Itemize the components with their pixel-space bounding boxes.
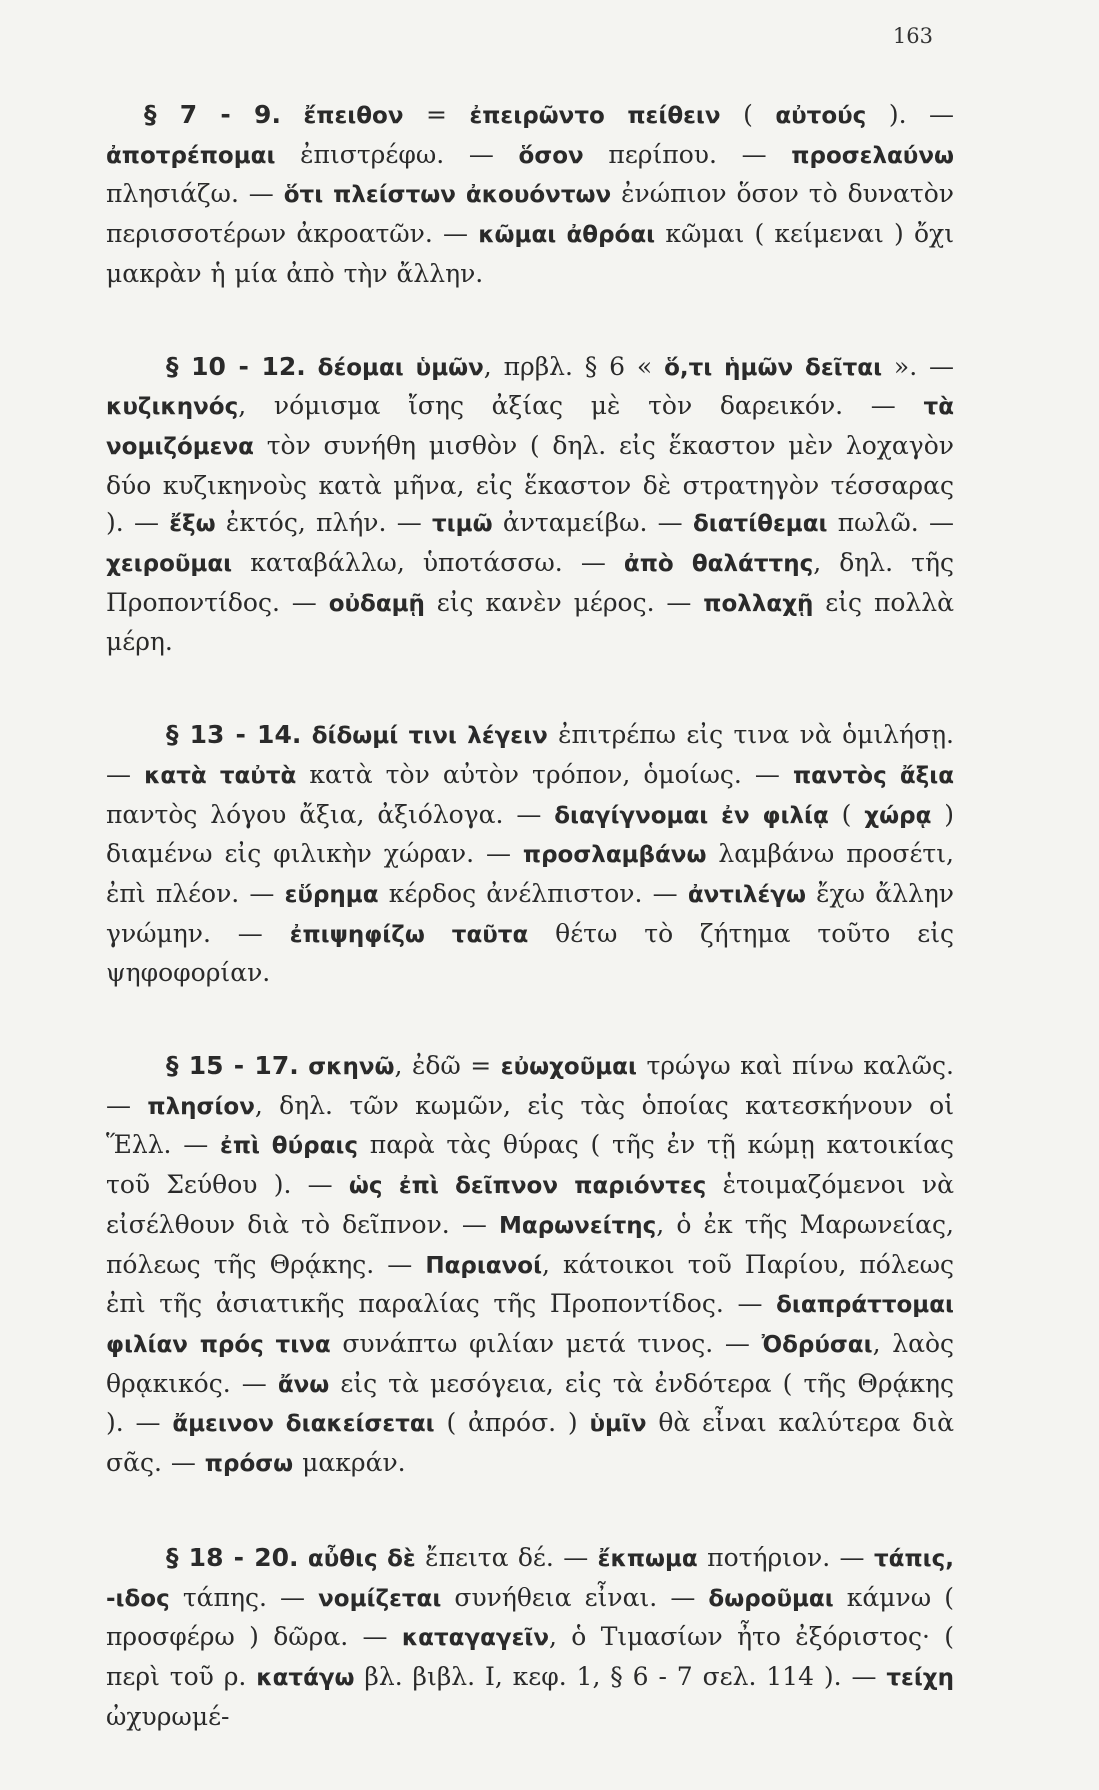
headword: δίδωμί τινι λέγειν [311, 723, 548, 750]
gloss-text: πλησιάζω. — [106, 179, 284, 209]
gloss-text: , κάτοικοι τοῦ Παρίου, πόλεως ἐπὶ τῆς ἀσιατικῆς παραλίας τῆς Προποντίδος. — [106, 1249, 955, 1319]
gloss-text: παρὰ τὰς θύρας ( τῆς ἐν τῇ κώμῃ κατοικίας τοῦ Σεύθου ). — [106, 1130, 954, 1200]
headword: κατὰ ταὐτὰ [144, 762, 297, 789]
gloss-text: ὠχυρωμέ- [106, 1701, 230, 1731]
gloss-text: ( ἀπρόσ. ) [434, 1408, 590, 1438]
headword: κυζικηνός [106, 394, 239, 421]
headword: κῶμαι ἀθρόαι [478, 222, 656, 249]
gloss-text: τὸν συνήθη μισθὸν ( δηλ. εἰς ἕκαστον μὲν λοχαγὸν δύο κυζικηνοὺς κατὰ μῆνα, εἰς ἕκαστον δὲ στρατηγὸν τέσσαρας ). — [106, 430, 954, 538]
headword: ἄνω [277, 1371, 330, 1398]
headword: δέομαι ὑμῶν [317, 354, 484, 381]
headword: παντὸς ἄξια [792, 762, 955, 789]
headword: ἐπιψηφίζω ταῦτα [289, 921, 529, 948]
headword: τιμῶ [432, 511, 493, 538]
headword: ἄμεινον διακείσεται [172, 1411, 435, 1438]
headword: πλησίον [147, 1093, 255, 1120]
section-15-17 [106, 1047, 954, 1484]
headword: Παριανοί [425, 1252, 543, 1279]
headword: ὡς ἐπὶ δεῖπνον παριόντες [348, 1173, 707, 1200]
section-7-9 [106, 96, 954, 293]
gloss-text: ἔχω ἄλλην γνώμην. — [106, 878, 954, 948]
section-text [106, 1051, 954, 1477]
gloss-text: συνάπτω φιλίαν μετά τινος. — [330, 1328, 762, 1358]
headword: νομίζεται [318, 1585, 442, 1612]
gloss-text: κάμνω ( προσφέρω ) δῶρα. — [106, 1582, 954, 1652]
gloss-text: ἐνώπιον ὅσον τὸ δυνατὸν περισσοτέρων ἀκροατῶν. — [106, 179, 955, 249]
gloss-text: πωλῶ. — [827, 508, 955, 538]
section-text [106, 352, 954, 657]
section-label: § 13 - 14. [166, 720, 302, 750]
headword: πρόσω [204, 1451, 294, 1478]
section-18-20 [106, 1539, 954, 1736]
gloss-text: κῶμαι ( κείμεναι ) ὄχι μακρὰν ἡ μία ἀπὸ τὴν ἄλλην. [106, 219, 955, 288]
headword: ὅσον [518, 142, 584, 169]
gloss-text: , δηλ. τῆς Προποντίδος. — [106, 548, 954, 617]
gloss-text: περίπου. — [583, 139, 792, 169]
gloss-text: , ἐδῶ = [394, 1051, 501, 1081]
section-label: § 7 - 9. [144, 100, 281, 129]
section-label: § 18 - 20. [166, 1542, 299, 1572]
headword: χώρᾳ [864, 802, 932, 829]
gloss-text: ἐπιτρέπω εἰς τινα νὰ ὁμιλήσῃ. — [106, 720, 954, 789]
gloss-text: θέτω τὸ ζήτημα τοῦτο εἰς ψηφοφορίαν. [106, 918, 955, 988]
headword: Ὀδρύσαι [761, 1331, 873, 1358]
gloss-text: κέρδος ἀνέλπιστον. — [378, 878, 688, 908]
gloss-text: , λαὸς θρᾳκικός. — [106, 1328, 954, 1398]
headword: διαγίγνομαι ἐν φιλίᾳ [554, 802, 829, 829]
headword: ὅτι πλείστων ἀκουόντων [283, 182, 612, 209]
headword: ἀποτρέπομαι [106, 142, 276, 169]
gloss-text: ἔπειτα δέ. — [415, 1542, 598, 1572]
headword: αὖθις δὲ [307, 1545, 416, 1572]
gloss-text: , δηλ. τῶν κωμῶν, εἰς τὰς ὁποίας κατεσκήνουν οἱ Ἕλλ. — [106, 1090, 954, 1160]
gloss-text: , νόμισμα ἴσης ἀξίας μὲ τὸν δαρεικόν. — [238, 391, 924, 421]
gloss-text: εἰς τὰ μεσόγεια, εἰς τὰ ἐνδότερα ( τῆς Θρᾴκης ). — [106, 1368, 955, 1438]
gloss-text: καταβάλλω, ὑποτάσσω. — [232, 548, 624, 578]
headword: αὐτούς [775, 103, 867, 129]
headword: ἔκπωμα [597, 1545, 698, 1572]
page-number: 163 [892, 24, 933, 48]
headword: ἔπειθον [303, 103, 404, 129]
section-10-12 [106, 348, 954, 662]
headword: διαπράττομαι φιλίαν πρός τινα [106, 1292, 954, 1358]
gloss-text: εἰς κανὲν μέρος. — [424, 587, 704, 617]
headword: τάπις, -ιδος [106, 1545, 954, 1612]
headword: ἐπὶ θύραις [220, 1133, 359, 1160]
gloss-text: ( [828, 799, 865, 829]
headword: ὑμῖν [589, 1411, 647, 1438]
gloss-text: ) διαμένω εἰς φιλικὴν χώραν. — [106, 799, 954, 869]
gloss-text: παντὸς λόγου ἄξια, ἀξιόλογα. — [106, 799, 555, 829]
gloss-text: , πρβλ. § 6 « [483, 351, 665, 381]
headword: εὐωχοῦμαι [500, 1054, 637, 1081]
gloss-text: εἰς πολλὰ μέρη. [106, 587, 954, 657]
gloss-text: κατὰ τὸν αὐτὸν τρόπον, ὁμοίως. — [296, 759, 793, 789]
gloss-text: , ὁ ἐκ τῆς Μαρωνείας, πόλεως τῆς Θρᾴκης. — [106, 1209, 954, 1279]
gloss-text: = [403, 100, 470, 129]
headword: προσελαύνω [791, 142, 954, 169]
section-label: § 10 - 12. [166, 351, 306, 381]
headword: προσλαμβάνω [522, 842, 707, 869]
gloss-text: ». — [882, 351, 954, 381]
gloss-text: ). — [866, 100, 955, 129]
gloss-text: βλ. βιβλ. Ι, κεφ. 1, § 6 - 7 σελ. 114 ). — [354, 1661, 887, 1691]
section-13-14 [106, 716, 954, 992]
gloss-text: λαμβάνω προσέτι, ἐπὶ πλέον. — [106, 839, 954, 908]
headword: πολλαχῇ [703, 590, 814, 617]
headword: εὕρημα [284, 881, 379, 908]
gloss-text: θὰ εἶναι καλύτερα διὰ σᾶς. — [106, 1408, 954, 1478]
gloss-text: συνήθεια εἶναι. — [441, 1582, 709, 1612]
headword: ἐπειρῶντο πείθειν [469, 103, 721, 129]
headword: χειροῦμαι [106, 551, 233, 578]
gloss-text: ἐκτός, πλήν. — [215, 508, 432, 538]
headword: δωροῦμαι [708, 1585, 834, 1612]
headword: ἔξω [169, 511, 216, 538]
headword: ἀπὸ θαλάττης [623, 551, 814, 578]
section-label: § 15 - 17. [166, 1051, 299, 1081]
headword: τὰ νομιζόμενα [106, 394, 954, 460]
headword: σκηνῶ [308, 1054, 395, 1081]
headword: ὅ,τι ἡμῶν δεῖται [664, 354, 883, 381]
gloss-text: ἐπιστρέφω. — [275, 139, 519, 169]
gloss-text: τρώγω καὶ πίνω καλῶς. — [106, 1051, 954, 1120]
headword: Μαρωνείτης [499, 1212, 657, 1239]
headword: διατίθεμαι [692, 511, 828, 538]
gloss-text: , ὁ Τιμασίων ἦτο ἐξόριστος· ( περὶ τοῦ ρ. [106, 1622, 954, 1691]
headword: κατάγω [256, 1664, 355, 1691]
headword: καταγαγεῖν [401, 1625, 550, 1652]
gloss-text: ἀνταμείβω. — [492, 508, 693, 538]
gloss-text: ἑτοιμαζόμενοι νὰ εἰσέλθουν διὰ τὸ δεῖπνον. — [106, 1170, 954, 1239]
gloss-text: ( [720, 100, 776, 129]
gloss-text: τάπης. — [169, 1582, 319, 1612]
headword: οὐδαμῇ [328, 590, 425, 617]
gloss-text: ποτήριον. — [697, 1542, 874, 1572]
document-body [106, 96, 954, 1790]
headword: τείχη [886, 1664, 955, 1691]
section-text [106, 720, 954, 987]
gloss-text: μακράν. [293, 1448, 406, 1478]
headword: ἀντιλέγω [687, 881, 806, 908]
